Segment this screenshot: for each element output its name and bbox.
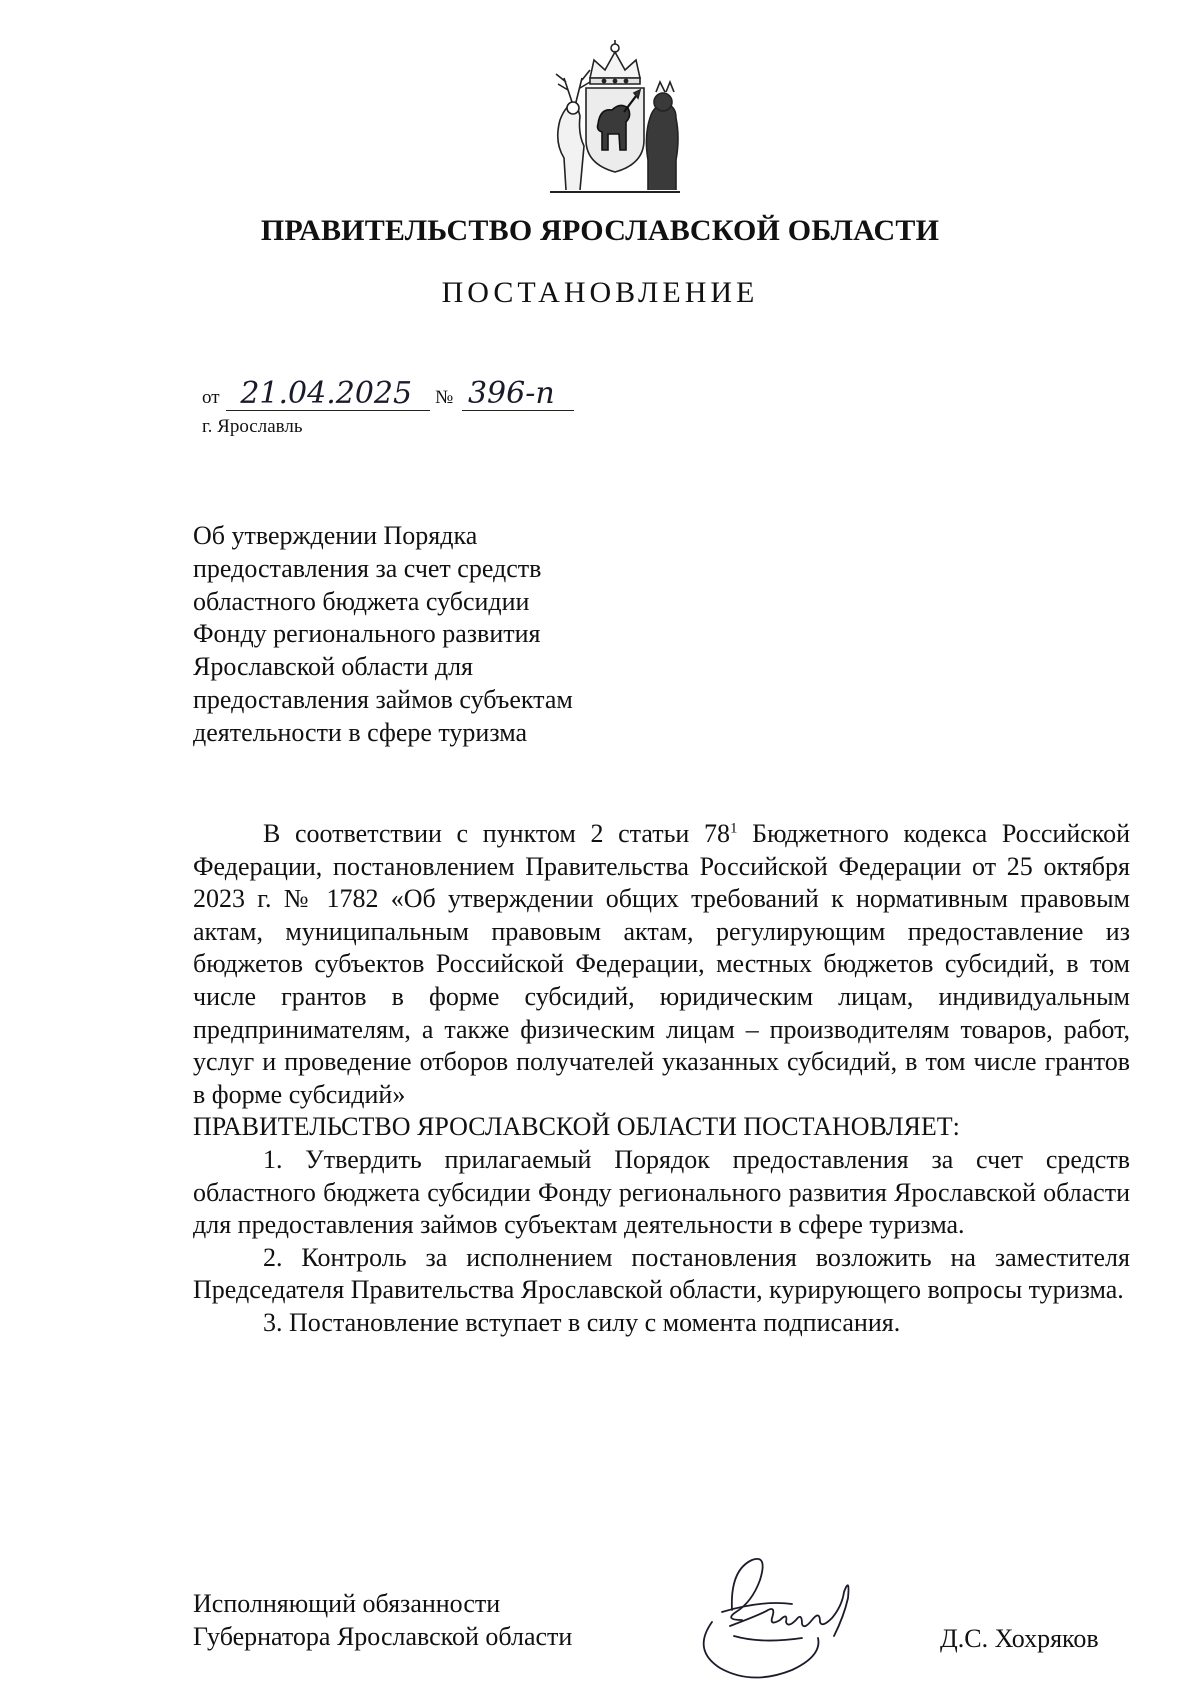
subject-line: деятельности в сфере туризма <box>193 717 528 747</box>
date-prefix: от <box>202 387 220 408</box>
yaroslavl-coat-of-arms-icon <box>520 38 710 198</box>
position-line: Исполняющий обязанности <box>193 1589 501 1618</box>
decree-item-2: 2. Контроль за исполнением постановления возложить на заместителя Председателя Правительства Ярославской области, курирующего вопросы туризма. <box>193 1242 1130 1305</box>
subject-line: Об утверждении Порядка <box>193 521 478 550</box>
document-body <box>193 818 1130 1340</box>
decree-item-3: 3. Постановление вступает в силу с момента подписания. <box>263 1307 901 1337</box>
subject-line: Фонду регионального развития <box>193 619 541 649</box>
document-number: 396-п <box>462 378 574 411</box>
handwritten-signature-icon <box>672 1540 922 1690</box>
subject-line: предоставления за счет средств <box>193 553 542 583</box>
signatory-position <box>193 1587 572 1653</box>
document-type: ПОСТАНОВЛЕНИЕ <box>441 276 759 309</box>
document-date: 21.04.2025 <box>226 378 430 411</box>
government-title: ПРАВИТЕЛЬСТВО ЯРОСЛАВСКОЙ ОБЛАСТИ <box>260 214 940 247</box>
preamble-paragraph <box>193 818 1130 1111</box>
subject-line: Ярославской области для <box>193 652 474 682</box>
subject-line: предоставления займов субъектам <box>193 684 573 714</box>
number-prefix: № <box>435 387 454 408</box>
position-line: Губернатора Ярославской области <box>193 1622 573 1651</box>
registration-line <box>202 378 574 411</box>
preamble-rest: Бюджетного кодекса Российской Федерации, постановлением Правительства Российской Федерации от 25 октября 2023 г. № 1782 «Об утверждении общих требований к нормативным правовым актам, муниципальным правовым актам, регулирующим предоставление из бюджетов субъектов Российской Федерации, местных бюджетов субсидий, в том числе грантов в форме субсидий, юридическим лицам, индивидуальным предпринимателям, а также физическим лицам – производителям товаров, работ, услуг и проведение отборов получателей указанных субсидий, в том числе грантов в форме субсидий» <box>193 819 1131 1109</box>
preamble-start: В соответствии с пунктом 2 статьи 78 <box>263 819 730 848</box>
decree-item-1: 1. Утвердить прилагаемый Порядок предоставления за счет средств областного бюджета субсидии Фонду регионального развития Ярославской области для предоставления займов субъектам деятельности в сфере туризма. <box>193 1144 1130 1240</box>
document-city: г. Ярославль <box>202 416 303 437</box>
decree-line: ПРАВИТЕЛЬСТВО ЯРОСЛАВСКОЙ ОБЛАСТИ ПОСТАНОВЛЯЕТ: <box>193 1112 960 1142</box>
subject-line: областного бюджета субсидии <box>193 586 530 616</box>
preamble-superscript: 1 <box>730 820 738 837</box>
document-subject <box>193 520 653 750</box>
signatory-name: Д.С. Хохряков <box>940 1624 1099 1653</box>
